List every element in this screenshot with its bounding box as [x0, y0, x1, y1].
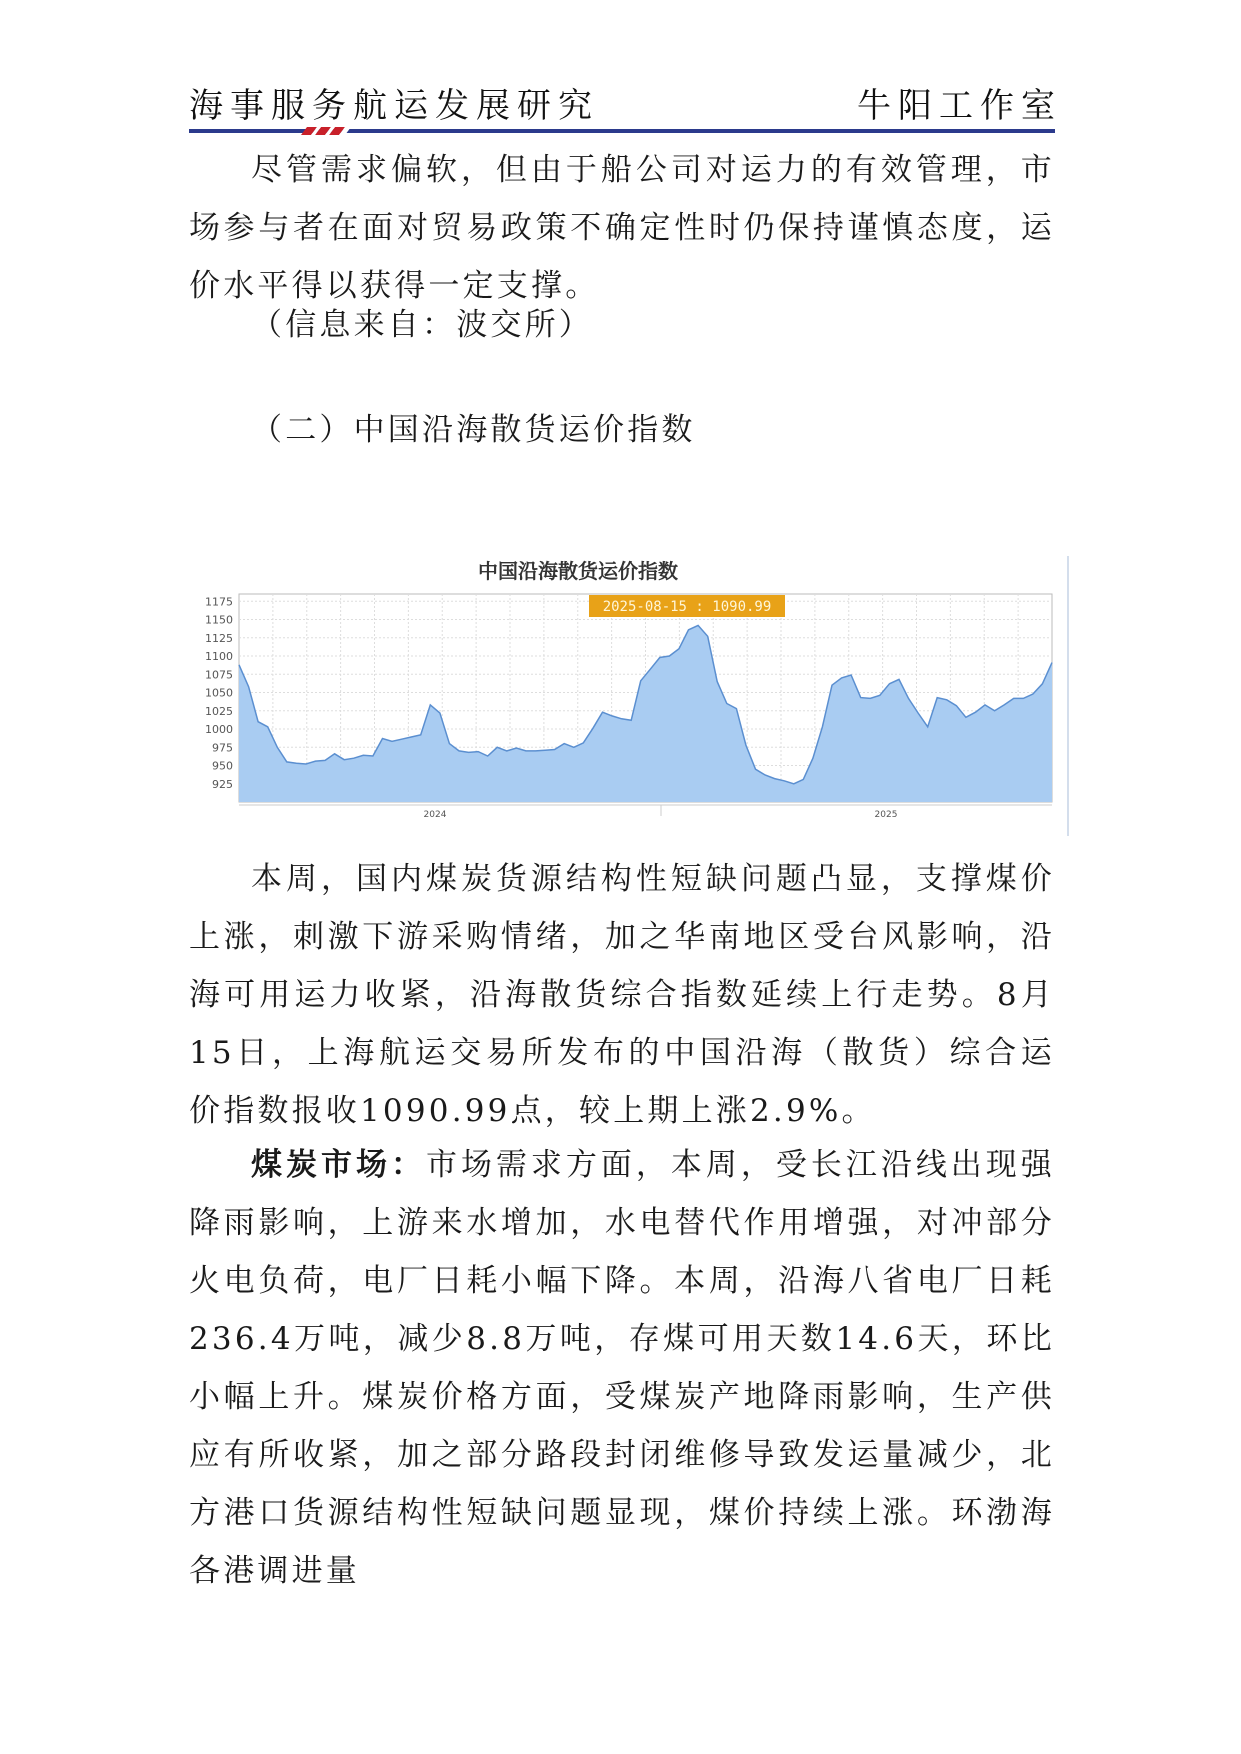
- header-rule: [189, 127, 1055, 135]
- y-tick-label: 1150: [205, 613, 233, 627]
- y-tick-label: 1050: [205, 686, 233, 700]
- y-tick-label: 1000: [205, 723, 233, 737]
- page-header: [189, 72, 1062, 132]
- section-heading-coastal-index: （二）中国沿海散货运价指数: [251, 412, 696, 448]
- y-tick-label: 975: [212, 741, 233, 755]
- y-tick-label: 1175: [205, 595, 233, 609]
- coal-market-body: 市场需求方面，本周，受长江沿线出现强降雨影响，上游来水增加，水电替代作用增强，对冲部分火电负荷，电厂日耗小幅下降。本周，沿海八省电厂日耗236.4万吨，减少8.8万吨，存煤可用天数14.6天，环比小幅上升。煤炭价格方面，受煤炭产地降雨影响，生产供应有所收紧，加之部分路段封闭维修导致发运量减少，北方港口货源结构性短缺问题显现，煤价持续上涨。环渤海各港调进量: [189, 1147, 1055, 1589]
- y-tick-label: 950: [212, 759, 233, 773]
- x-tick-label: 2024: [423, 810, 447, 820]
- coal-market-lead: 煤炭市场：: [251, 1147, 426, 1183]
- y-tick-label: 1100: [205, 650, 233, 664]
- coastal-freight-index-chart: [186, 556, 1071, 836]
- paragraph-coal-market: [189, 1136, 1055, 1600]
- chart-title: 中国沿海散货运价指数: [478, 559, 678, 583]
- x-tick-label: 2025: [874, 810, 898, 820]
- y-tick-label: 1125: [205, 631, 233, 645]
- chart-svg: [186, 556, 1071, 836]
- y-tick-label: 925: [212, 777, 233, 791]
- header-publication-title: 海事服务航运发展研究: [189, 86, 599, 126]
- y-tick-label: 1075: [205, 668, 233, 682]
- y-tick-label: 1025: [205, 704, 233, 718]
- header-studio-name: 牛阳工作室: [857, 86, 1062, 126]
- paragraph-demand-summary: 尽管需求偏软，但由于船公司对运力的有效管理，市场参与者在面对贸易政策不确定性时仍保持谨慎态度，运价水平得以获得一定支撑。: [189, 152, 1055, 304]
- paragraph-source-note: （信息来自：波交所）: [251, 307, 593, 343]
- value-tooltip-label: 2025-08-15 : 1090.99: [602, 599, 772, 615]
- paragraph-weekly-market: 本周，国内煤炭货源结构性短缺问题凸显，支撑煤价上涨，刺激下游采购情绪，加之华南地区受台风影响，沿海可用运力收紧，沿海散货综合指数延续上行走势。8月15日，上海航运交易所发布的中国沿海（散货）综合运价指数报收1090.99点，较上期上涨2.9%。: [189, 861, 1055, 1129]
